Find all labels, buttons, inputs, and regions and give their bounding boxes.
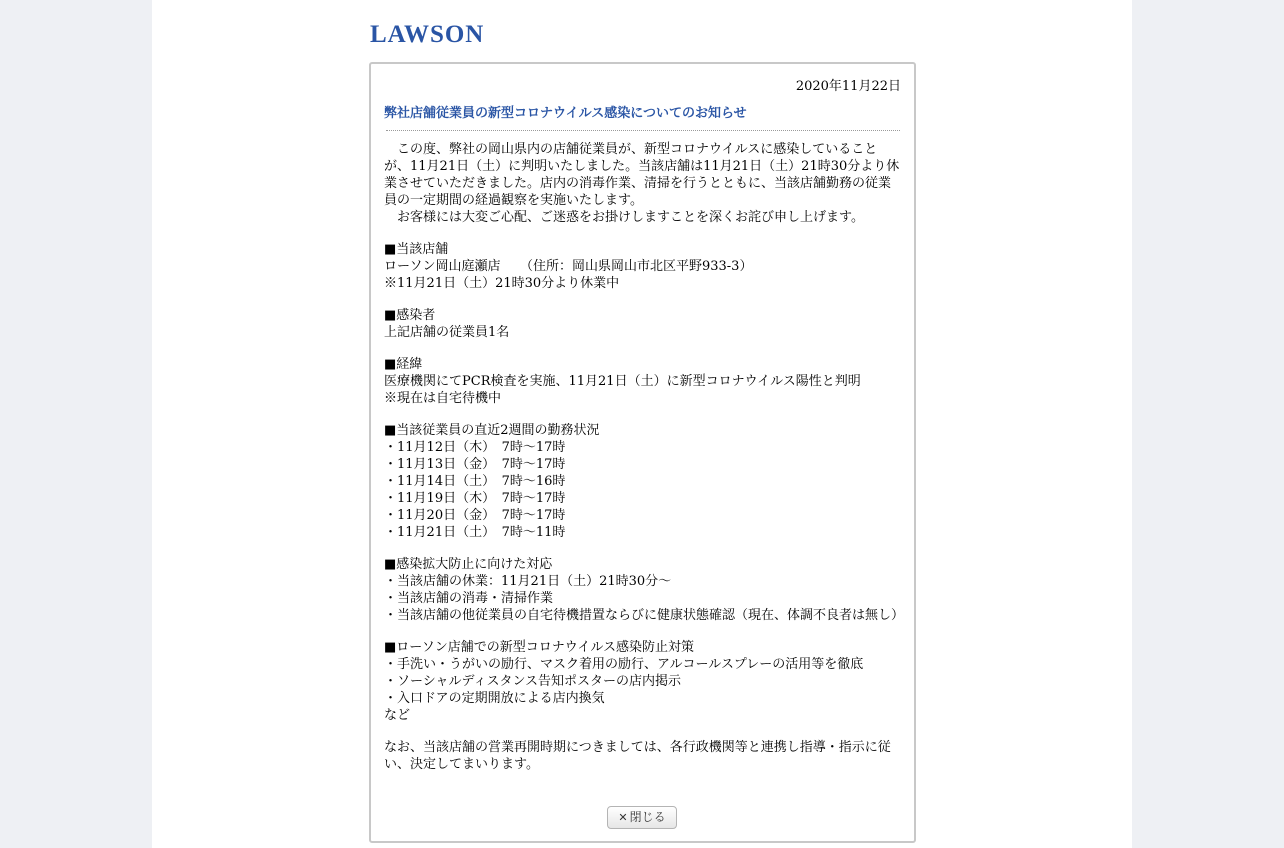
lawson-logo: LAWSON	[370, 21, 485, 48]
measures-etc: など	[384, 708, 411, 723]
measures-heading: ■ローソン店舗での新型コロナウイルス感染防止対策	[384, 640, 694, 655]
notice-body	[384, 141, 905, 773]
close-button-label: 閉じる	[629, 810, 666, 824]
response-item: ・当該店舗の他従業員の自宅待機措置ならびに健康状態確認（現在、体調不良者は無し）	[384, 608, 905, 623]
history-heading: ■経緯	[384, 357, 423, 372]
infected-heading: ■感染者	[384, 308, 436, 323]
intro-paragraph: この度、弊社の岡山県内の店舗従業員が、新型コロナウイルスに感染していることが、11月21日（土）に判明いたしました。当該店舗は11月21日（土）21時30分より休業させていただきました。店内の消毒作業、清掃を行うとともに、当該店舗勤務の従業員の一定期間の経過観察を実施いたします。	[384, 142, 900, 208]
notice-title: 弊社店舗従業員の新型コロナウイルス感染についてのお知らせ	[384, 106, 747, 121]
notice-box	[369, 62, 916, 843]
schedule-item: ・11月21日（土） 7時～11時	[384, 525, 566, 540]
notice-date: 2020年11月22日	[795, 79, 901, 94]
store-note: ※11月21日（土）21時30分より休業中	[384, 276, 620, 291]
measures-item: ・手洗い・うがいの励行、マスク着用の励行、アルコールスプレーの活用等を徹底	[384, 657, 864, 672]
store-name: ローソン岡山庭瀬店 （住所：岡山県岡山市北区平野933-3）	[384, 259, 753, 274]
measures-item: ・ソーシャルディスタンス告知ポスターの店内掲示	[384, 674, 682, 689]
schedule-item: ・11月20日（金） 7時～17時	[384, 508, 566, 523]
infected-text: 上記店舗の従業員1名	[384, 325, 510, 340]
schedule-item: ・11月19日（木） 7時～17時	[384, 491, 566, 506]
schedule-item: ・11月12日（木） 7時～17時	[384, 440, 566, 455]
history-text: 医療機関にてPCR検査を実施、11月21日（土）に新型コロナウイルス陽性と判明	[384, 374, 861, 389]
response-heading: ■感染拡大防止に向けた対応	[384, 557, 553, 572]
apology-paragraph: お客様には大変ご心配、ご迷惑をお掛けしますことを深くお詫び申し上げます。	[384, 210, 864, 225]
schedule-item: ・11月13日（金） 7時～17時	[384, 457, 566, 472]
store-heading: ■当該店舗	[384, 242, 449, 257]
measures-item: ・入口ドアの定期開放による店内換気	[384, 691, 605, 706]
response-item: ・当該店舗の消毒・清掃作業	[384, 591, 554, 606]
schedule-heading: ■当該従業員の直近2週間の勤務状況	[384, 423, 600, 438]
title-divider	[386, 130, 900, 131]
closing-paragraph: なお、当該店舗の営業再開時期につきましては、各行政機関等と連携し指導・指示に従い、決定してまいります。	[384, 740, 891, 772]
history-note: ※現在は自宅待機中	[384, 391, 502, 406]
response-item: ・当該店舗の休業：11月21日（土）21時30分～	[384, 574, 672, 589]
close-icon: ✕	[618, 811, 628, 824]
schedule-item: ・11月14日（土） 7時～16時	[384, 474, 566, 489]
close-button[interactable]	[607, 806, 677, 829]
page-container	[152, 0, 1132, 848]
